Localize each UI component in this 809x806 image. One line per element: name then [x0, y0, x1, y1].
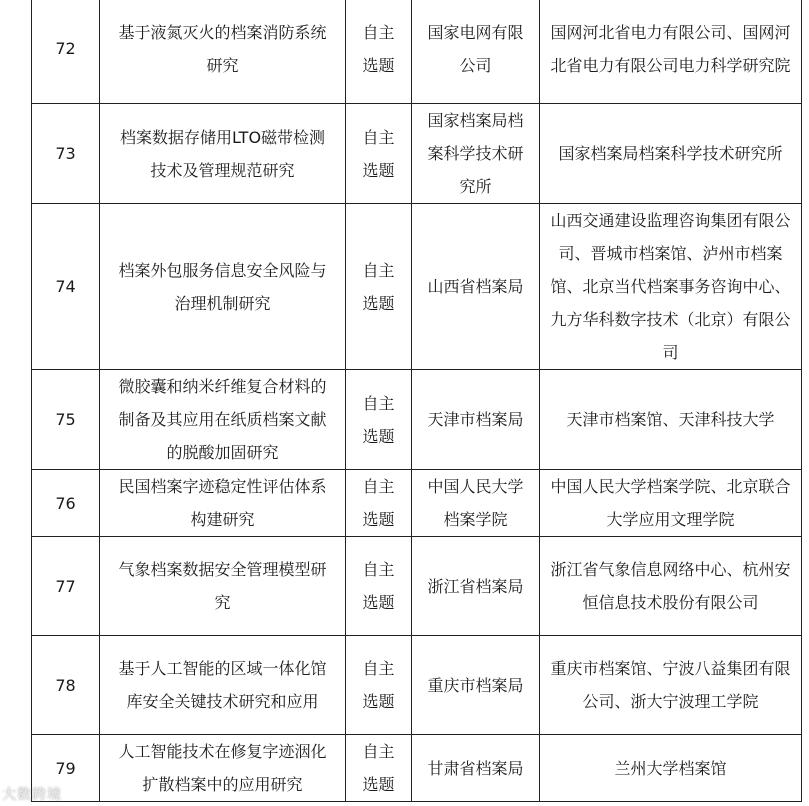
partner-units: 中国人民大学档案学院、北京联合大学应用文理学院	[540, 470, 802, 537]
project-title: 人工智能技术在修复字迹洇化扩散档案中的应用研究	[100, 735, 346, 802]
row-number: 77	[32, 537, 100, 636]
project-category: 自主选题	[346, 204, 412, 370]
lead-unit: 山西省档案局	[412, 204, 540, 370]
project-title: 基于液氮灭火的档案消防系统研究	[100, 0, 346, 104]
project-title: 档案数据存储用LTO磁带检测技术及管理规范研究	[100, 104, 346, 204]
partner-units: 重庆市档案馆、宁波八益集团有限公司、浙大宁波理工学院	[540, 636, 802, 735]
lead-unit: 国家电网有限公司	[412, 0, 540, 104]
lead-unit: 重庆市档案局	[412, 636, 540, 735]
row-number: 73	[32, 104, 100, 204]
lead-unit: 国家档案局档案科学技术研究所	[412, 104, 540, 204]
project-title: 基于人工智能的区域一体化馆库安全关键技术研究和应用	[100, 636, 346, 735]
row-number: 79	[32, 735, 100, 802]
partner-units: 国家档案局档案科学技术研究所	[540, 104, 802, 204]
project-category: 自主选题	[346, 470, 412, 537]
table-row	[32, 470, 802, 537]
project-category: 自主选题	[346, 735, 412, 802]
table-row	[32, 735, 802, 802]
lead-unit: 天津市档案局	[412, 370, 540, 470]
lead-unit: 中国人民大学档案学院	[412, 470, 540, 537]
table-row	[32, 636, 802, 735]
table-row	[32, 537, 802, 636]
project-title: 气象档案数据安全管理模型研究	[100, 537, 346, 636]
row-number: 76	[32, 470, 100, 537]
partner-units: 浙江省气象信息网络中心、杭州安恒信息技术股份有限公司	[540, 537, 802, 636]
partner-units: 天津市档案馆、天津科技大学	[540, 370, 802, 470]
project-category: 自主选题	[346, 636, 412, 735]
row-number: 72	[32, 0, 100, 104]
project-category: 自主选题	[346, 370, 412, 470]
lead-unit: 甘肃省档案局	[412, 735, 540, 802]
row-number: 75	[32, 370, 100, 470]
project-title: 微胶囊和纳米纤维复合材料的制备及其应用在纸质档案文献的脱酸加固研究	[100, 370, 346, 470]
partner-units: 兰州大学档案馆	[540, 735, 802, 802]
row-number: 78	[32, 636, 100, 735]
project-category: 自主选题	[346, 537, 412, 636]
table-row	[32, 204, 802, 370]
partner-units: 山西交通建设监理咨询集团有限公司、晋城市档案馆、泸州市档案馆、北京当代档案事务咨询中心、九方华科数字技术（北京）有限公司	[540, 204, 802, 370]
watermark: 大数跨境	[2, 787, 62, 803]
project-category: 自主选题	[346, 104, 412, 204]
row-number: 74	[32, 204, 100, 370]
project-title: 档案外包服务信息安全风险与治理机制研究	[100, 204, 346, 370]
table-row	[32, 370, 802, 470]
project-category: 自主选题	[346, 0, 412, 104]
project-title: 民国档案字迹稳定性评估体系构建研究	[100, 470, 346, 537]
lead-unit: 浙江省档案局	[412, 537, 540, 636]
table-row	[32, 104, 802, 204]
project-table	[31, 0, 802, 802]
partner-units: 国网河北省电力有限公司、国网河北省电力有限公司电力科学研究院	[540, 0, 802, 104]
table-row	[32, 0, 802, 104]
